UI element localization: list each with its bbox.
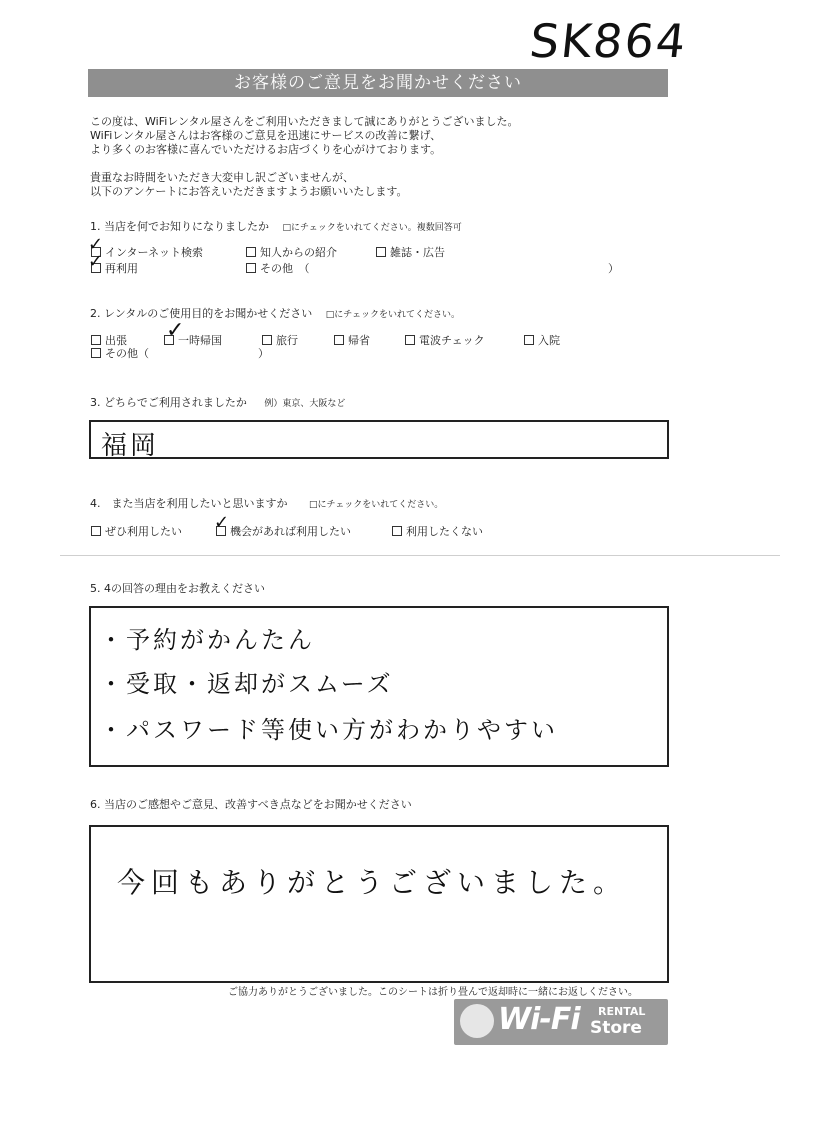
option-label: インターネット検索	[105, 246, 204, 259]
q6-answer-box[interactable]	[89, 825, 669, 983]
page-title: お客様のご意見をお聞かせください	[234, 73, 522, 93]
option-label: 帰省	[348, 334, 370, 347]
intro-line: この度は、WiFiレンタル屋さんをご利用いただきまして誠にありがとうございました。	[90, 115, 519, 128]
q3-label-text: 3. どちらでご利用されましたか	[90, 396, 247, 409]
form-id-handwritten: SK864	[527, 14, 691, 68]
logo-wordmark: Wi-Fi	[498, 1002, 580, 1037]
q5-answer-box[interactable]	[89, 606, 669, 767]
option-label: ぜひ利用したい	[105, 525, 182, 538]
q5-answer-line: ・パスワード等使い方がわかりやすい	[99, 716, 558, 744]
q1-note: □にチェックをいれてください。複数回答可	[282, 223, 462, 233]
q3-label	[90, 394, 345, 410]
q3-example: 例）東京、大阪など	[264, 399, 346, 409]
q2-option-hospital[interactable]	[524, 332, 560, 348]
q2-note: □にチェックをいれてください。	[325, 310, 461, 320]
checkbox[interactable]	[262, 335, 272, 345]
intro-line: WiFiレンタル屋さんはお客様のご意見を迅速にサービスの改善に繋げ、	[90, 129, 442, 142]
option-label: 再利用	[105, 262, 138, 275]
q3-answer: 福岡	[101, 431, 160, 461]
q5-answer-line: ・予約がかんたん	[99, 626, 315, 654]
check-mark: ✓	[214, 512, 230, 533]
q5-label: 5. 4の回答の理由をお教えください	[90, 582, 265, 595]
q4-note: □にチェックをいれてください。	[309, 500, 444, 510]
check-mark: ✓	[166, 318, 185, 343]
q2-label-text: 2. レンタルのご使用目的をお聞かせください	[90, 307, 313, 320]
checkbox[interactable]	[524, 335, 534, 345]
intro-line: 貴重なお時間をいただき大変申し訳ございませんが、	[90, 171, 354, 184]
checkbox[interactable]	[91, 526, 101, 536]
option-label: 利用したくない	[406, 525, 483, 538]
q2-option-signal-check[interactable]	[405, 332, 485, 348]
check-mark: ✓	[88, 251, 104, 272]
checkbox[interactable]	[91, 335, 101, 345]
q1-option-other[interactable]	[246, 260, 310, 276]
option-label: 電波チェック	[419, 334, 485, 347]
q4-label	[90, 495, 443, 511]
q2-option-homecoming[interactable]	[334, 332, 370, 348]
option-label: その他 （	[260, 262, 310, 275]
checkbox[interactable]	[392, 526, 402, 536]
checkbox[interactable]	[91, 348, 101, 358]
q1-option-internet[interactable]	[91, 244, 203, 260]
option-label: その他（	[105, 347, 149, 360]
q4-option-if-chance[interactable]	[216, 523, 351, 539]
option-label: 知人からの紹介	[260, 246, 337, 259]
check-mark: ✓	[88, 234, 104, 255]
fold-line	[60, 555, 780, 556]
checkbox[interactable]	[405, 335, 415, 345]
q1-label-text: 1. 当店を何でお知りになりましたか	[90, 220, 269, 233]
q5-answer-line: ・受取・返却がスムーズ	[99, 670, 394, 698]
q4-option-definitely[interactable]	[91, 523, 182, 539]
q6-answer: 今回もありがとうございました。	[117, 866, 628, 899]
q6-label: 6. 当店のご感想やご意見、改善すべき点などをお聞かせください	[90, 798, 412, 811]
q1-other-close: ）	[608, 262, 619, 275]
option-label: 入院	[538, 334, 560, 347]
option-label: 旅行	[276, 334, 298, 347]
logo-rental: RENTAL	[598, 1005, 646, 1018]
q3-answer-box[interactable]	[89, 420, 669, 459]
q4-option-no[interactable]	[392, 523, 483, 539]
q2-label	[90, 305, 460, 321]
intro-line: より多くのお客様に喜んでいただけるお店づくりを心がけております。	[90, 143, 442, 156]
q1-label	[90, 218, 462, 234]
intro-line: 以下のアンケートにお答えいただきますようお願いいたします。	[90, 185, 408, 198]
q1-option-referral[interactable]	[246, 244, 337, 260]
logo-store: Store	[590, 1018, 642, 1038]
checkbox[interactable]	[246, 247, 256, 257]
checkbox[interactable]	[376, 247, 386, 257]
checkbox[interactable]	[334, 335, 344, 345]
footer-note: ご協力ありがとうございました。このシートは折り畳んで返却時に一緒にお返しください。	[228, 987, 638, 998]
q2-other-close: ）	[258, 347, 269, 360]
q4-label-text: 4. また当店を利用したいと思いますか	[90, 497, 288, 510]
option-label: 一時帰国	[178, 334, 222, 347]
q2-option-other[interactable]	[91, 345, 149, 361]
mascot-icon	[460, 1004, 494, 1038]
checkbox[interactable]	[246, 263, 256, 273]
q1-option-magazine[interactable]	[376, 244, 445, 260]
option-label: 機会があれば利用したい	[230, 525, 351, 538]
option-label: 出張	[105, 334, 127, 347]
option-label: 雑誌・広告	[390, 246, 445, 259]
